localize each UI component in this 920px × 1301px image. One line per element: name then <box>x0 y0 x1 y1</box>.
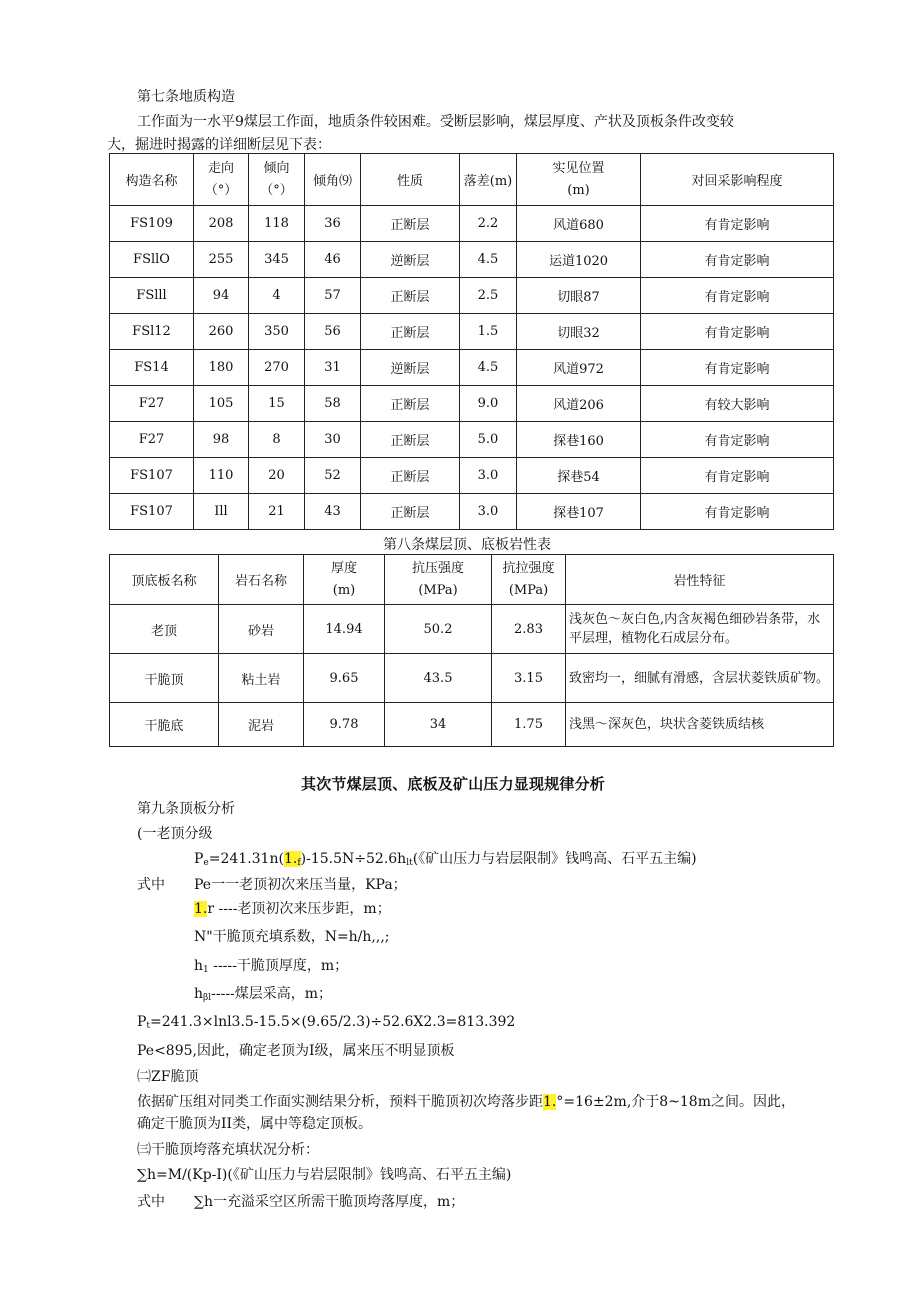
where1-line1: Pe一一老顶初次来压当量，KPa； <box>194 877 407 893</box>
where1-label: 式中 <box>137 877 165 893</box>
rock-table-header <box>110 555 834 605</box>
fault-cell-strike: 105 <box>194 386 249 422</box>
fault-cell-strike: 110 <box>194 458 249 494</box>
fault-cell-throw: 3.0 <box>460 494 517 530</box>
rock-cell-thick: 14.94 <box>304 605 385 654</box>
fault-cell-nature: 正断层 <box>361 206 460 242</box>
conclusion1: Pe<895,因此，确定老顶为I级，属来压不明显顶板 <box>137 1043 455 1059</box>
header-impact: 对回采影响程度 <box>641 154 834 206</box>
rock-cell-comp: 50.2 <box>385 605 492 654</box>
rock-cell-features: 浅黑～深灰色，块状含菱铁质结核 <box>566 703 834 747</box>
fault-cell-strike: Ill <box>194 494 249 530</box>
fault-cell-position: 风道206 <box>517 386 641 422</box>
fault-cell-dip-dir: 345 <box>249 242 305 278</box>
fault-cell-nature: 正断层 <box>361 494 460 530</box>
fault-cell-position: 运道1020 <box>517 242 641 278</box>
rock-cell-thick: 9.78 <box>304 703 385 747</box>
fault-cell-dip-dir: 20 <box>249 458 305 494</box>
header-strike: 走向 （°） <box>194 154 249 206</box>
article9-title: 第九条顶板分析 <box>137 801 235 817</box>
article8-caption: 第八条煤层顶、底板岩性表 <box>383 537 551 553</box>
header-throw: 落差(m) <box>460 154 517 206</box>
where1-line3: N"干脆顶充填系数，N=h/h,,,; <box>194 929 390 945</box>
header-rock: 岩石名称 <box>219 555 304 605</box>
fault-cell-impact: 有肯定影响 <box>641 242 834 278</box>
fault-cell-dip-dir: 4 <box>249 278 305 314</box>
fault-table <box>109 153 834 530</box>
fault-cell-name: FSl12 <box>110 314 194 350</box>
fault-cell-position: 风道972 <box>517 350 641 386</box>
fault-cell-throw: 2.5 <box>460 278 517 314</box>
fault-cell-impact: 有肯定影响 <box>641 314 834 350</box>
fault-table-row <box>110 242 834 278</box>
fault-table-row <box>110 350 834 386</box>
header-name: 构造名称 <box>110 154 194 206</box>
rock-table-row <box>110 703 834 747</box>
fault-cell-throw: 4.5 <box>460 350 517 386</box>
header-features: 岩性特征 <box>566 555 834 605</box>
fault-table-row <box>110 314 834 350</box>
article7-para-line2: 大，掘进时揭露的详细断层见下表： <box>107 137 331 153</box>
fault-cell-nature: 正断层 <box>361 278 460 314</box>
formula-line: $P_e=241.31n(1._f)-15.5N\div 52.6h_{lt}$(《矿山压力与岩层限制》钱鸣高、石平五主编) <box>194 851 697 868</box>
header-nature: 性质 <box>361 154 460 206</box>
rock-table-row <box>110 605 834 654</box>
rock-cell-rock: 砂岩 <box>219 605 304 654</box>
fault-cell-nature: 正断层 <box>361 422 460 458</box>
fault-cell-name: FS109 <box>110 206 194 242</box>
header-dip-angle: 倾角⑼ <box>305 154 361 206</box>
article7-title: 第七条地质构造 <box>137 89 235 105</box>
sub1-title: (一老顶分级 <box>137 826 213 842</box>
fault-cell-nature: 逆断层 <box>361 242 460 278</box>
fault-cell-strike: 208 <box>194 206 249 242</box>
fault-cell-name: FSllO <box>110 242 194 278</box>
para2-line2: 确定干脆顶为II类，属中等稳定顶板。 <box>137 1116 373 1132</box>
fault-cell-nature: 逆断层 <box>361 350 460 386</box>
fault-cell-throw: 2.2 <box>460 206 517 242</box>
fault-cell-strike: 255 <box>194 242 249 278</box>
fault-cell-name: FS107 <box>110 458 194 494</box>
fault-cell-impact: 有肯定影响 <box>641 494 834 530</box>
fault-cell-position: 探巷160 <box>517 422 641 458</box>
fault-cell-dip-dir: 118 <box>249 206 305 242</box>
fault-cell-throw: 3.0 <box>460 458 517 494</box>
rock-cell-features: 浅灰色～灰白色,内含灰褐色细砂岩条带，水平层理，植物化石成层分布。 <box>566 605 834 654</box>
fault-cell-dip-dir: 270 <box>249 350 305 386</box>
fault-cell-name: F27 <box>110 422 194 458</box>
header-thickness: 厚度 (m) <box>304 555 385 605</box>
fault-cell-strike: 260 <box>194 314 249 350</box>
fault-cell-dip: 58 <box>305 386 361 422</box>
fault-table-row <box>110 386 834 422</box>
where1-line2: 1.r ----老顶初次来压步距，m； <box>194 901 391 917</box>
fault-cell-position: 探巷54 <box>517 458 641 494</box>
header-position: 实见位置 (m) <box>517 154 641 206</box>
fault-cell-dip: 57 <box>305 278 361 314</box>
fault-cell-throw: 1.5 <box>460 314 517 350</box>
where1-line5: $h_{\beta l}-----$煤层采高，m； <box>194 986 333 1003</box>
fault-table-row <box>110 494 834 530</box>
header-roof-floor: 顶底板名称 <box>110 555 219 605</box>
where1-line4: $h_1$ -----干脆顶厚度，m； <box>194 958 349 975</box>
fault-cell-dip: 30 <box>305 422 361 458</box>
fault-cell-strike: 180 <box>194 350 249 386</box>
header-tensile: 抗拉强度 (MPa) <box>492 555 566 605</box>
fault-cell-strike: 94 <box>194 278 249 314</box>
rock-cell-comp: 43.5 <box>385 654 492 703</box>
fault-cell-dip: 36 <box>305 206 361 242</box>
fault-cell-strike: 98 <box>194 422 249 458</box>
fault-cell-nature: 正断层 <box>361 458 460 494</box>
fault-cell-impact: 有较大影响 <box>641 386 834 422</box>
fault-cell-nature: 正断层 <box>361 386 460 422</box>
fault-cell-throw: 4.5 <box>460 242 517 278</box>
rock-cell-roof-floor: 干脆底 <box>110 703 219 747</box>
article7-para-line1: 工作面为一水平9煤层工作面，地质条件较困难。受断层影响，煤层厚度、产状及顶板条件改变较 <box>137 114 734 130</box>
where2-line: ∑h一充溢采空区所需干脆顶垮落厚度，m； <box>194 1194 465 1210</box>
fault-table-row <box>110 206 834 242</box>
fault-cell-throw: 9.0 <box>460 386 517 422</box>
rock-cell-tens: 1.75 <box>492 703 566 747</box>
rock-cell-features: 致密均一，细腻有滑感，含层状菱铁质矿物。 <box>566 654 834 703</box>
rock-table-row <box>110 654 834 703</box>
fault-cell-dip-dir: 21 <box>249 494 305 530</box>
formula2-line: ∑h=M/(Kp-I)(《矿山压力与岩层限制》钱鸣高、石平五主编) <box>137 1167 512 1183</box>
fault-cell-impact: 有肯定影响 <box>641 278 834 314</box>
para2-line1: 依据矿压组对同类工作面实测结果分析，预料干脆顶初次垮落步距1.°=16±2m,介于8~18m之间。因此， <box>137 1094 795 1110</box>
fault-cell-impact: 有肯定影响 <box>641 422 834 458</box>
fault-cell-dip: 43 <box>305 494 361 530</box>
sub2-title: ㈡ZF脆顶 <box>137 1069 199 1085</box>
fault-table-row <box>110 422 834 458</box>
rock-table <box>109 554 834 747</box>
fault-cell-dip-dir: 15 <box>249 386 305 422</box>
fault-table-header <box>110 154 834 206</box>
calc-line: $P_t=241.3\times\ln l3.5-15.5\times(9.65/2.3)\div 52.6X2.3=813.392$ <box>137 1014 516 1031</box>
where2-label: 式中 <box>137 1194 165 1210</box>
rock-cell-roof-floor: 老顶 <box>110 605 219 654</box>
fault-cell-impact: 有肯定影响 <box>641 206 834 242</box>
rock-cell-comp: 34 <box>385 703 492 747</box>
rock-cell-rock: 粘土岩 <box>219 654 304 703</box>
fault-cell-dip: 31 <box>305 350 361 386</box>
sub3-title: ㈢干脆顶垮落充填状况分析： <box>137 1142 319 1158</box>
fault-cell-name: F27 <box>110 386 194 422</box>
header-dip-direction: 倾向 （°） <box>249 154 305 206</box>
fault-cell-position: 探巷107 <box>517 494 641 530</box>
rock-cell-roof-floor: 干脆顶 <box>110 654 219 703</box>
section-heading: 其次节煤层顶、底板及矿山压力显现规律分析 <box>301 775 606 793</box>
fault-cell-impact: 有肯定影响 <box>641 458 834 494</box>
rock-cell-tens: 2.83 <box>492 605 566 654</box>
fault-cell-name: FS107 <box>110 494 194 530</box>
rock-cell-tens: 3.15 <box>492 654 566 703</box>
fault-cell-dip-dir: 350 <box>249 314 305 350</box>
fault-table-row <box>110 458 834 494</box>
rock-cell-rock: 泥岩 <box>219 703 304 747</box>
fault-cell-dip: 46 <box>305 242 361 278</box>
fault-cell-name: FSlll <box>110 278 194 314</box>
fault-cell-position: 切眼87 <box>517 278 641 314</box>
fault-cell-name: FS14 <box>110 350 194 386</box>
fault-cell-dip-dir: 8 <box>249 422 305 458</box>
fault-cell-dip: 56 <box>305 314 361 350</box>
fault-cell-position: 切眼32 <box>517 314 641 350</box>
fault-cell-position: 风道680 <box>517 206 641 242</box>
fault-cell-impact: 有肯定影响 <box>641 350 834 386</box>
fault-cell-nature: 正断层 <box>361 314 460 350</box>
fault-cell-throw: 5.0 <box>460 422 517 458</box>
fault-table-row <box>110 278 834 314</box>
fault-cell-dip: 52 <box>305 458 361 494</box>
rock-cell-thick: 9.65 <box>304 654 385 703</box>
header-compressive: 抗压强度 (MPa) <box>385 555 492 605</box>
